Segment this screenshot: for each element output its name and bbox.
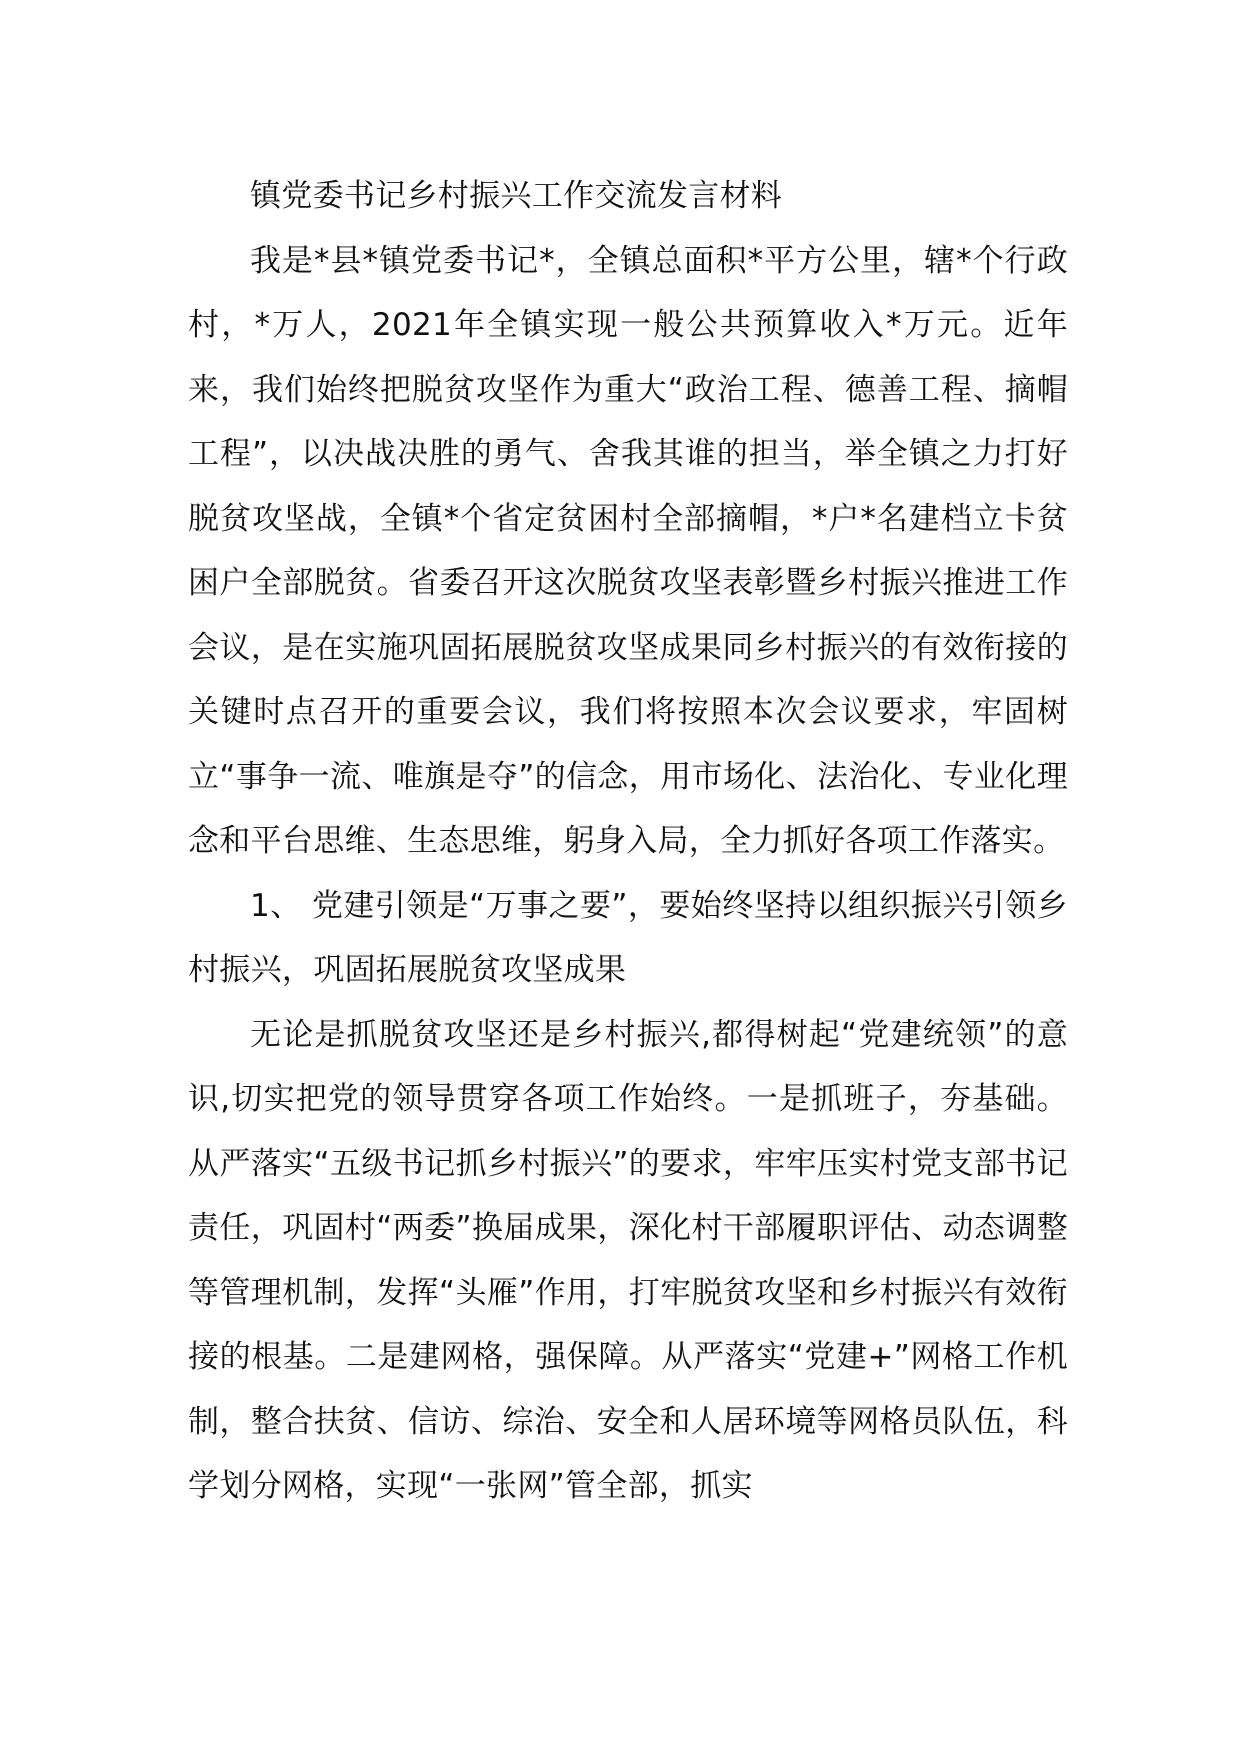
paragraph-section-1: 无论是抓脱贫攻坚还是乡村振兴,都得树起“党建统领”的意识,切实把党的领导贯穿各项工作始终。一是抓班子，夯基础。从严落实“五级书记抓乡村振兴”的要求，牢牢压实村党支部书记责任，巩固村“两委”换届成果，深化村干部履职评估、动态调整等管理机制，发挥“头雁”作用，打牢脱贫攻坚和乡村振兴有效衔接的根基。二是建网格，强保障。从严落实“党建+”网格工作机制，整合扶贫、信访、综治、安全和人居环境等网格员队伍，科学划分网格，实现“一张网”管全部，抓实 (188, 1016, 1068, 1504)
section-heading-1: 1、 党建引领是“万事之要”，要始终坚持以组织振兴引领乡村振兴，巩固拓展脱贫攻坚成果 (188, 887, 1068, 988)
document-title: 镇党委书记乡村振兴工作交流发言材料 (250, 178, 783, 214)
paragraph-intro: 我是*县*镇党委书记*，全镇总面积*平方公里，辖*个行政村，*万人，2021年全镇实现一般公共预算收入*万元。近年来，我们始终把脱贫攻坚作为重大“政治工程、德善工程、摘帽工程”，以决战决胜的勇气、舍我其谁的担当，举全镇之力打好脱贫攻坚战，全镇*个省定贫困村全部摘帽，*户*名建档立卡贫困户全部脱贫。省委召开这次脱贫攻坚表彰暨乡村振兴推进工作会议，是在实施巩固拓展脱贫攻坚成果同乡村振兴的有效衔接的关键时点召开的重要会议，我们将按照本次会议要求，牢固树立“事争一流、唯旗是夺”的信念，用市场化、法治化、专业化理念和平台思维、生态思维，躬身入局，全力抓好各项工作落实。 (188, 242, 1068, 859)
document-body (188, 164, 1068, 1519)
